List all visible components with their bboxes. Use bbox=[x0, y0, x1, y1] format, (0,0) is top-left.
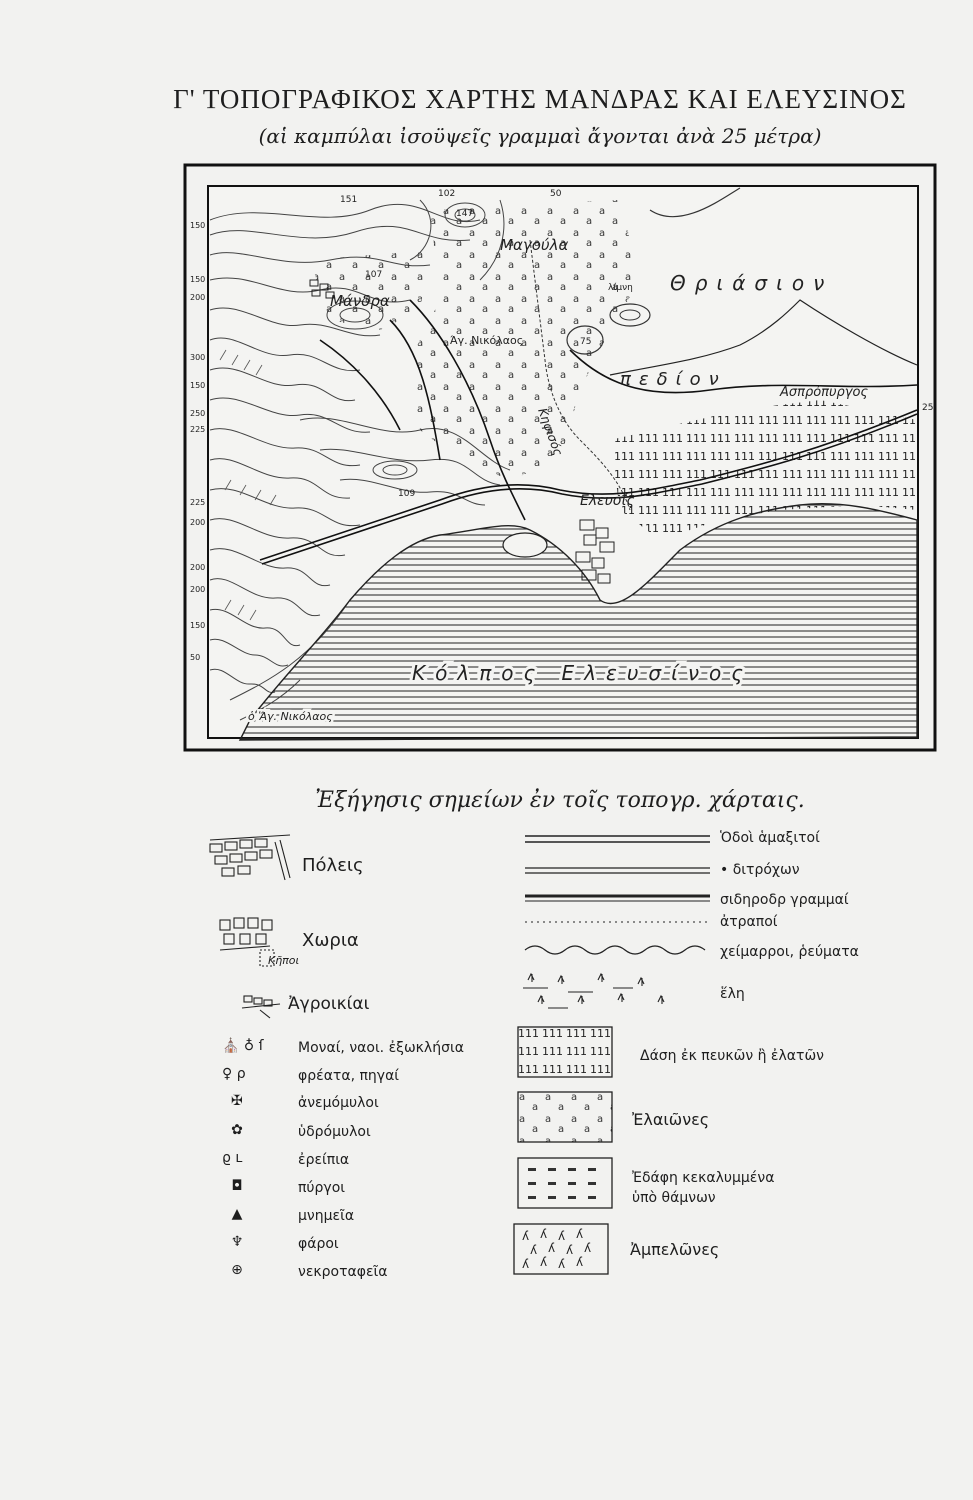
legend-edafi-1: Ἐδάφη κεκαλυμμένα bbox=[632, 1170, 775, 1186]
svg-text:ʎ: ʎ bbox=[540, 1255, 548, 1269]
legend-edafi-2: ὑπὸ θάμνων bbox=[632, 1190, 716, 1206]
svg-text:ʎ: ʎ bbox=[576, 1255, 584, 1269]
legend-ereipia: ἐρείπια bbox=[298, 1152, 350, 1168]
legend-freata: φρέατα, πηγαί bbox=[298, 1068, 400, 1084]
elev-151: 151 bbox=[340, 195, 358, 205]
margin-elev: 200 bbox=[190, 293, 206, 302]
lighthouse-icon: ♆ bbox=[230, 1234, 244, 1250]
legend-title: Ἐξήγησις σημείων ἐν τοῖς τοπογρ. χάρταις. bbox=[315, 788, 805, 813]
elev-147: 147 bbox=[456, 209, 474, 219]
margin-elev: 200 bbox=[190, 518, 206, 527]
monument-icon: ▲ bbox=[231, 1206, 243, 1222]
legend-ditrochon: • διτρόχων bbox=[720, 862, 800, 878]
place-pedion: πεδίον bbox=[620, 369, 727, 390]
place-limni: λίμνη bbox=[608, 283, 633, 293]
margin-elev: 250 bbox=[190, 409, 206, 418]
place-ag-nikolaos-cape: ὁ Ἅγ. Νικόλαος bbox=[248, 710, 333, 723]
place-mandra: Μάνδρα bbox=[330, 292, 390, 310]
legend-cheimarroi: χείμαρροι, ῥεύματα bbox=[720, 944, 859, 960]
svg-text:ʎ: ʎ bbox=[522, 1257, 530, 1271]
svg-text:ʎ: ʎ bbox=[558, 1257, 566, 1271]
place-magoula: Μαγούλα bbox=[500, 236, 569, 254]
margin-elev: 200 bbox=[190, 563, 206, 572]
map-subtitle: (αἱ καμπύλαι ἰσοϋψεῖς γραμμαὶ ἄγονται ἀνὰ 25 μέτρα) bbox=[258, 124, 822, 148]
elev-102: 102 bbox=[438, 189, 456, 199]
legend-choria: Χωρια bbox=[302, 930, 359, 951]
legend-elaiones: Ἐλαιῶνες bbox=[632, 1110, 710, 1129]
svg-text:ʎ: ʎ bbox=[540, 1227, 548, 1241]
svg-text:ʎ: ʎ bbox=[548, 1241, 556, 1255]
svg-text:ʎ: ʎ bbox=[576, 1227, 584, 1241]
legend-faroi: φάροι bbox=[298, 1236, 339, 1252]
place-thriasion: Θριάσιον bbox=[670, 271, 834, 295]
legend-ydromyloi: ὑδρόμυλοι bbox=[298, 1124, 371, 1140]
legend-nekrotafeia: νεκροταφεῖα bbox=[298, 1264, 388, 1280]
map-title: Γ' ΤΟΠΟΓΡΑΦΙΚΟΣ ΧΑΡΤΗΣ ΜΑΝΔΡΑΣ ΚΑΙ ΕΛΕΥΣΙΝΟΣ bbox=[173, 84, 907, 114]
poleis-symbol bbox=[190, 830, 300, 890]
margin-elev: 225 bbox=[190, 498, 206, 507]
topographic-map bbox=[180, 160, 940, 800]
cemetery-icon: ⊕ bbox=[231, 1262, 243, 1278]
svg-text:ʎ: ʎ bbox=[558, 1229, 566, 1243]
well-icon: ♀ ρ bbox=[222, 1066, 246, 1082]
legend-atrapoi: ἀτραποί bbox=[720, 914, 778, 930]
legend-ampelones: Ἀμπελῶνες bbox=[630, 1240, 720, 1259]
svg-text:ʎ: ʎ bbox=[566, 1243, 574, 1257]
svg-text:ʎ: ʎ bbox=[530, 1243, 538, 1257]
legend-mnimeia: μνημεῖα bbox=[298, 1208, 355, 1224]
ruins-icon: ϱ ʟ bbox=[222, 1150, 243, 1166]
olive-symbol bbox=[516, 1090, 616, 1146]
watermill-icon: ✿ bbox=[231, 1122, 243, 1138]
legend-dasi: Δάση ἐκ πευκῶν ἢ ἐλατῶν bbox=[640, 1048, 824, 1064]
legend-poleis: Πόλεις bbox=[302, 855, 364, 876]
svg-text:ʎ: ʎ bbox=[584, 1241, 592, 1255]
margin-elev: 200 bbox=[190, 585, 206, 594]
place-elefsis: Ελευσίς bbox=[580, 493, 635, 509]
margin-elev: 50 bbox=[190, 653, 201, 662]
legend-sidirodr: σιδηροδρ γραμμαί bbox=[720, 892, 849, 908]
monai-icon: ⛪ ♁ ſ bbox=[222, 1038, 264, 1054]
forest-symbol bbox=[516, 1025, 616, 1081]
vineyard-symbol bbox=[512, 1222, 612, 1278]
svg-text:ʎ: ʎ bbox=[522, 1229, 530, 1243]
line-symbols bbox=[520, 830, 716, 965]
marsh-symbol bbox=[518, 972, 678, 1012]
elev-107: 107 bbox=[365, 270, 383, 280]
legend-odoi: Ὁδοὶ ἁμαξιτοί bbox=[720, 830, 820, 846]
place-ag-nikolaos: Άγ. Νικόλαος bbox=[450, 334, 524, 347]
elev-75: 75 bbox=[580, 337, 592, 347]
place-kifisos: Κηφισός bbox=[535, 406, 566, 458]
margin-elev: 225 bbox=[190, 425, 206, 434]
place-kolpos: Κόλπος Ελευσίνος bbox=[412, 661, 754, 685]
coastal-lagoon bbox=[503, 533, 547, 557]
elev-50: 50 bbox=[550, 189, 562, 199]
shrubs-symbol bbox=[516, 1156, 616, 1212]
legend-monai: Μοναί, ναοι. ἐξωκλήσια bbox=[298, 1040, 464, 1056]
windmill-icon: ✠ bbox=[231, 1093, 243, 1109]
elev-109: 109 bbox=[398, 489, 416, 499]
elev-25: 25 bbox=[922, 403, 934, 413]
margin-elev: 150 bbox=[190, 221, 206, 230]
margin-elev: 150 bbox=[190, 381, 206, 390]
legend-anemomyloi: ἀνεμόμυλοι bbox=[298, 1095, 379, 1111]
legend-pyrgoi: πύργοι bbox=[298, 1180, 346, 1196]
place-aspropyrgos: Ασπρόπυργος bbox=[780, 385, 869, 400]
tower-icon: ◘ bbox=[231, 1178, 243, 1194]
margin-elev: 300 bbox=[190, 353, 206, 362]
agroikiai-symbol bbox=[240, 990, 290, 1020]
margin-elev: 150 bbox=[190, 621, 206, 630]
legend-eli: ἕλη bbox=[720, 986, 745, 1002]
legend-agroikiai: Ἀγροικίαι bbox=[288, 994, 370, 1014]
margin-elev: 150 bbox=[190, 275, 206, 284]
legend-kipoi: Κῆποι bbox=[268, 954, 300, 967]
